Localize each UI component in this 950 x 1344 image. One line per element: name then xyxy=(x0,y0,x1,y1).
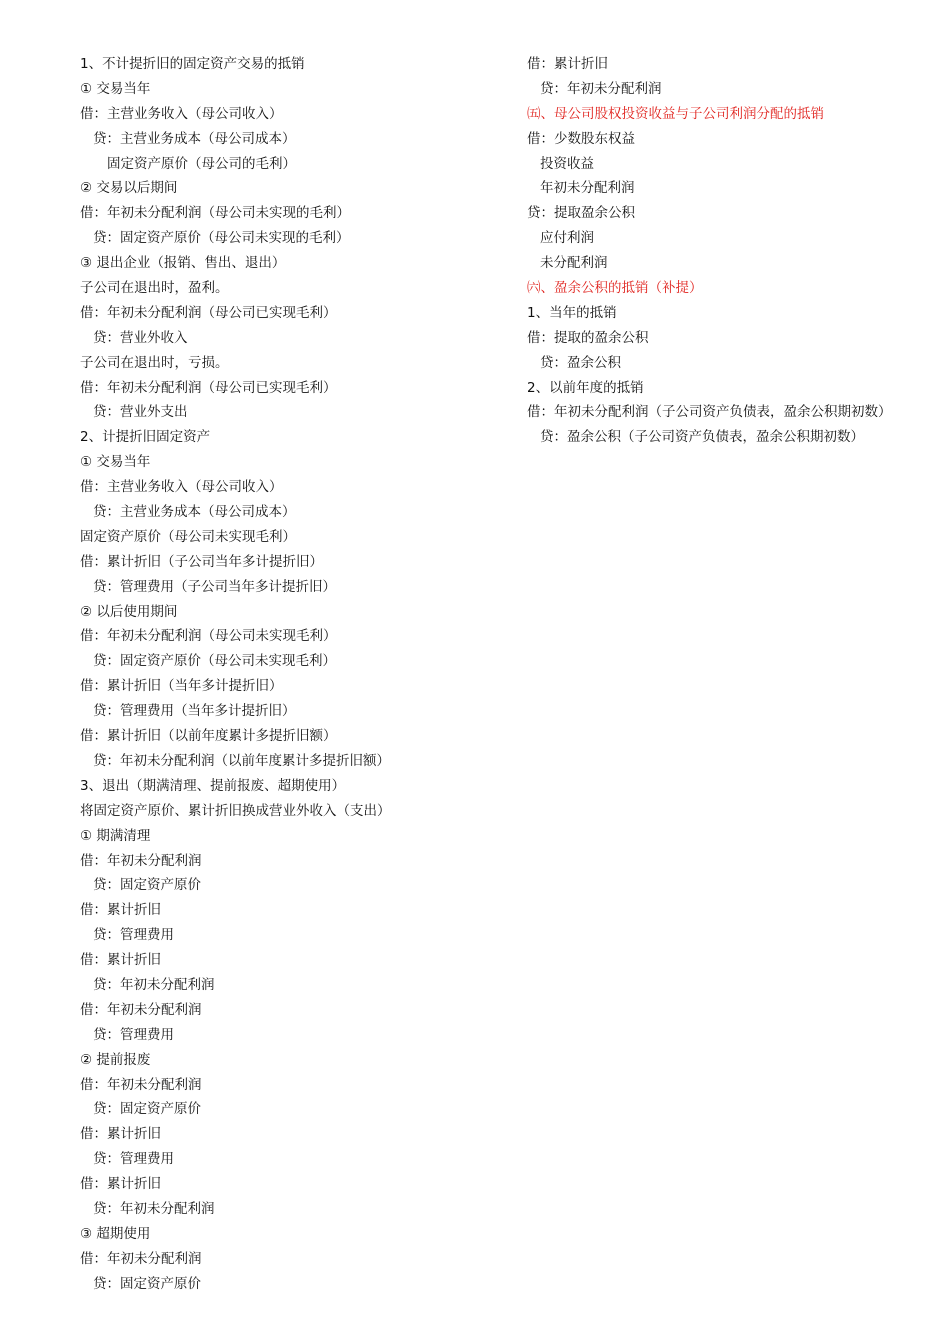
text-line: 未分配利润 xyxy=(540,255,608,272)
text-line: 借：累计折旧 xyxy=(80,1176,161,1193)
text-line: 借：年初未分配利润（母公司未实现毛利） xyxy=(80,628,337,645)
text-line: 贷：管理费用（子公司当年多计提折旧） xyxy=(93,578,336,595)
text-line: 借：年初未分配利润（母公司已实现毛利） xyxy=(80,304,337,321)
text-line: 贷：盈余公积 xyxy=(540,354,621,371)
text-line: 贷：固定资产原价 xyxy=(93,1275,201,1292)
text-line: 1、不计提折旧的固定资产交易的抵销 xyxy=(80,56,305,72)
text-line: 借：年初未分配利润 xyxy=(80,1076,202,1093)
text-line: 2、计提折旧固定资产 xyxy=(80,429,211,446)
text-line: ① 交易当年 xyxy=(80,454,151,471)
text-line: 借：年初未分配利润（子公司资产负债表，盈余公积期初数） xyxy=(527,404,892,421)
right-text-column xyxy=(527,52,917,450)
text-line: 固定资产原价（母公司的毛利） xyxy=(107,155,296,172)
section-heading: ㈥、盈余公积的抵销（补提） xyxy=(527,280,703,297)
text-line: 借：少数股东权益 xyxy=(527,130,635,147)
text-line: 借：主营业务收入（母公司收入） xyxy=(80,105,283,122)
text-line: 借：年初未分配利润 xyxy=(80,1001,202,1018)
text-line: ② 以后使用期间 xyxy=(80,603,178,620)
text-line: 借：年初未分配利润（母公司未实现的毛利） xyxy=(80,205,350,222)
text-line: 借：累计折旧 xyxy=(80,902,161,919)
text-line: ② 交易以后期间 xyxy=(80,180,178,197)
text-line: 贷：主营业务成本（母公司成本） xyxy=(93,504,296,521)
text-line: 借：累计折旧（子公司当年多计提折旧） xyxy=(80,553,323,570)
text-line: 贷：固定资产原价 xyxy=(93,877,201,894)
text-line: 借：累计折旧（以前年度累计多提折旧额） xyxy=(80,728,337,745)
text-line: ③ 超期使用 xyxy=(80,1225,151,1242)
text-line: 贷：固定资产原价 xyxy=(93,1101,201,1118)
text-line: 借：年初未分配利润 xyxy=(80,1250,202,1267)
text-line: 借：年初未分配利润 xyxy=(80,852,202,869)
text-line: 贷：主营业务成本（母公司成本） xyxy=(93,130,296,147)
text-line: 贷：年初未分配利润 xyxy=(93,1200,215,1217)
text-line: 1、当年的抵销 xyxy=(527,304,617,321)
text-line: 2、以前年度的抵销 xyxy=(527,379,644,396)
text-line: 投资收益 xyxy=(540,155,594,172)
text-line: 借：累计折旧 xyxy=(527,56,608,72)
text-line: ① 期满清理 xyxy=(80,827,151,844)
text-line: 固定资产原价（母公司未实现毛利） xyxy=(80,528,296,545)
text-line: 借：提取的盈余公积 xyxy=(527,329,649,346)
text-line: 贷：营业外收入 xyxy=(93,329,188,346)
section-heading: ㈤、母公司股权投资收益与子公司利润分配的抵销 xyxy=(527,105,824,122)
text-line: 贷：管理费用 xyxy=(93,1151,174,1168)
text-line: 子公司在退出时，亏损。 xyxy=(80,354,229,371)
text-line: 借：累计折旧（当年多计提折旧） xyxy=(80,678,283,695)
text-line: 贷：盈余公积（子公司资产负债表，盈余公积期初数） xyxy=(540,429,864,446)
text-line: 将固定资产原价、累计折旧换成营业外收入（支出） xyxy=(80,802,391,819)
text-line: 贷：管理费用（当年多计提折旧） xyxy=(93,703,296,720)
text-line: 贷：年初未分配利润 xyxy=(540,80,662,97)
text-line: 贷：管理费用 xyxy=(93,927,174,944)
text-line: 借：累计折旧 xyxy=(80,952,161,969)
text-line: 贷：固定资产原价（母公司未实现毛利） xyxy=(93,653,336,670)
text-line: 贷：年初未分配利润（以前年度累计多提折旧额） xyxy=(93,752,390,769)
text-line: 年初未分配利润 xyxy=(540,180,635,197)
text-line: 贷：管理费用 xyxy=(93,1026,174,1043)
text-line: 3、退出（期满清理、提前报废、超期使用） xyxy=(80,777,346,794)
text-line: 借：主营业务收入（母公司收入） xyxy=(80,479,283,496)
text-line: 借：年初未分配利润（母公司已实现毛利） xyxy=(80,379,337,396)
text-line: 贷：提取盈余公积 xyxy=(527,205,635,222)
text-line: ② 提前报废 xyxy=(80,1051,151,1068)
text-line: ③ 退出企业（报销、售出、退出） xyxy=(80,255,286,272)
text-line: 贷：年初未分配利润 xyxy=(93,976,215,993)
text-line: 贷：固定资产原价（母公司未实现的毛利） xyxy=(93,230,350,247)
text-line: 贷：营业外支出 xyxy=(93,404,188,421)
left-text-column xyxy=(80,52,480,1297)
text-line: ① 交易当年 xyxy=(80,80,151,97)
text-line: 子公司在退出时，盈利。 xyxy=(80,280,229,297)
text-line: 应付利润 xyxy=(540,230,594,247)
text-line: 借：累计折旧 xyxy=(80,1126,161,1143)
